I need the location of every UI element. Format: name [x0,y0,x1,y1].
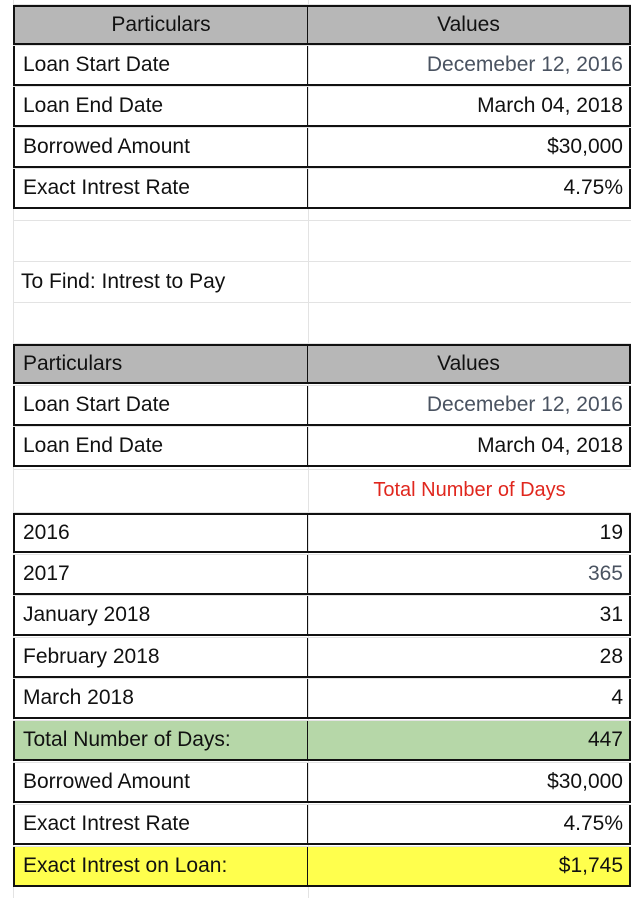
to-find-cell[interactable]: To Find: Intrest to Pay [21,270,226,293]
period-value-cell[interactable]: 365 [308,555,631,595]
table2-value-cell[interactable]: $30,000 [308,763,631,803]
table1-row [13,168,631,209]
interest-row [13,846,631,887]
empty-cell[interactable] [308,262,631,302]
period-row [13,678,631,719]
period-value-cell[interactable]: 19 [308,513,631,553]
days-heading-cell[interactable]: Total Number of Days [373,478,566,501]
table2-label-cell[interactable]: Loan Start Date [13,386,308,426]
empty-row [13,302,631,343]
total-days-value-cell[interactable]: 447 [308,721,631,761]
table1-value-cell[interactable]: 4.75% [308,169,631,209]
period-row [13,512,631,553]
to-find-row [13,261,631,302]
empty-row [13,220,631,261]
period-label-cell[interactable]: February 2018 [13,638,308,678]
table2-row [13,762,631,803]
interest-label-cell[interactable]: Exact Intrest on Loan: [13,847,308,887]
table2-header-particulars[interactable]: Particulars [13,344,308,384]
period-label-cell[interactable]: 2017 [13,555,308,595]
empty-cell[interactable] [308,303,631,343]
table1-value-cell[interactable]: March 04, 2018 [308,87,631,127]
empty-cell[interactable] [13,303,308,343]
period-label-cell[interactable]: March 2018 [13,679,308,719]
empty-cell[interactable] [13,470,308,510]
table1-row [13,127,631,168]
table2-value-cell[interactable]: 4.75% [308,805,631,845]
table2-label-cell[interactable]: Borrowed Amount [13,763,308,803]
period-row [13,595,631,636]
period-value-cell[interactable]: 4 [308,679,631,719]
interest-value-cell[interactable]: $1,745 [308,847,631,887]
period-row [13,637,631,678]
table2-row [13,804,631,845]
table1-header-particulars[interactable]: Particulars [13,5,308,45]
total-days-label-cell[interactable]: Total Number of Days: [13,721,308,761]
total-days-row [13,720,631,761]
table1-header-row [13,4,631,45]
empty-cell[interactable] [308,221,631,261]
days-heading-row [13,469,631,510]
table2-label-cell[interactable]: Exact Intrest Rate [13,805,308,845]
table2-header-row [13,343,631,384]
table2-row [13,426,631,467]
table2-header-values[interactable]: Values [308,344,631,384]
table1-value-cell[interactable]: $30,000 [308,128,631,168]
table1-label-cell[interactable]: Borrowed Amount [13,128,308,168]
table1-label-cell[interactable]: Loan Start Date [13,46,308,86]
table1-row [13,86,631,127]
table1-label-cell[interactable]: Exact Intrest Rate [13,169,308,209]
period-label-cell[interactable]: January 2018 [13,596,308,636]
table1-row [13,45,631,86]
table2-value-cell[interactable]: Decemeber 12, 2016 [308,386,631,426]
period-row [13,554,631,595]
empty-cell[interactable] [13,221,308,261]
period-value-cell[interactable]: 28 [308,638,631,678]
table1-value-cell[interactable]: Decemeber 12, 2016 [308,46,631,86]
table2-label-cell[interactable]: Loan End Date [13,427,308,467]
table1-label-cell[interactable]: Loan End Date [13,87,308,127]
table2-row [13,385,631,426]
table2-value-cell[interactable]: March 04, 2018 [308,427,631,467]
table1-header-values[interactable]: Values [308,5,631,45]
period-value-cell[interactable]: 31 [308,596,631,636]
period-label-cell[interactable]: 2016 [13,513,308,553]
